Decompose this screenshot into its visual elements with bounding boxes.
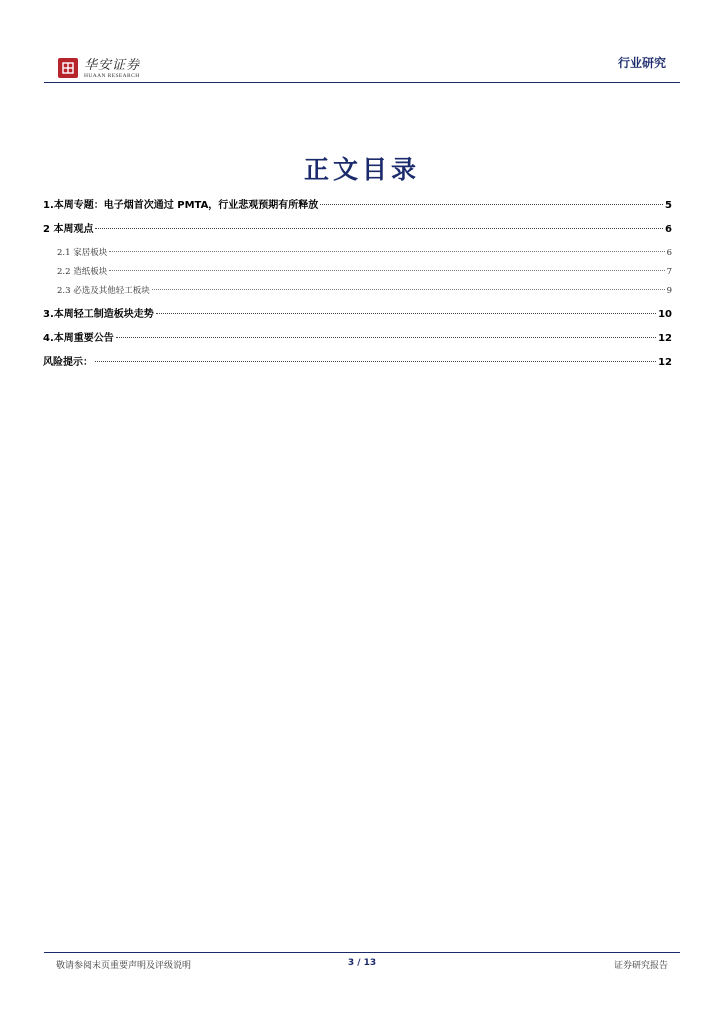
toc-leader-dots (152, 289, 665, 290)
toc-entry-page: 10 (658, 309, 672, 320)
toc-entry-page: 12 (658, 333, 672, 344)
report-category: 行业研究 (617, 56, 666, 70)
toc-entry-page: 9 (666, 286, 672, 296)
header-divider (44, 82, 680, 83)
company-logo (58, 58, 140, 79)
toc-entry-label: 风险提示： (43, 357, 93, 368)
toc-entry-announcements[interactable] (43, 331, 672, 355)
toc-entry-home-furnishing[interactable] (43, 246, 672, 265)
toc-leader-dots (95, 228, 663, 229)
toc-leader-dots (156, 313, 656, 314)
toc-entry-label: 2.1 家居板块 (57, 248, 108, 258)
logo-glyph-icon (61, 61, 75, 75)
toc-leader-dots (109, 270, 664, 271)
footer-disclaimer: 敬请参阅末页重要声明及评级说明 (56, 961, 192, 971)
logo-english-name: HUAAN RESEARCH (84, 73, 140, 79)
footer-report-type: 证券研究报告 (613, 961, 668, 971)
toc-entry-risks[interactable] (43, 355, 672, 379)
toc-entry-page: 7 (666, 267, 672, 277)
toc-entry-label: 2.3 必选及其他轻工板块 (57, 286, 150, 296)
toc-leader-dots (95, 361, 656, 362)
logo-seal-icon (58, 58, 78, 78)
toc-entry-page: 6 (666, 248, 672, 258)
toc-entry-page: 12 (658, 357, 672, 368)
toc-leader-dots (116, 337, 656, 338)
toc-entry-label: 4.本周重要公告 (43, 333, 114, 344)
page-header (0, 0, 724, 100)
toc-entry-views[interactable] (43, 222, 672, 246)
toc-entry-sector-trend[interactable] (43, 307, 672, 331)
logo-chinese-name: 华安证券 (84, 58, 141, 73)
toc-entry-page: 5 (665, 200, 672, 211)
toc-entry-page: 6 (665, 224, 672, 235)
page-number: 3 / 13 (347, 958, 377, 968)
table-of-contents (43, 198, 672, 379)
toc-entry-label: 2.2 造纸板块 (57, 267, 108, 277)
toc-entry-label: 1.本周专题：电子烟首次通过 PMTA，行业悲观预期有所释放 (43, 200, 319, 211)
footer-divider (44, 952, 680, 953)
toc-leader-dots (109, 251, 664, 252)
toc-entry-label: 2 本周观点 (43, 224, 94, 235)
page-title: 正文目录 (303, 155, 420, 184)
toc-leader-dots (320, 204, 663, 205)
toc-entry-label: 3.本周轻工制造板块走势 (43, 309, 154, 320)
toc-entry-staples-light-industry[interactable] (43, 284, 672, 303)
toc-entry-paper[interactable] (43, 265, 672, 284)
toc-entry-topic[interactable] (43, 198, 672, 222)
